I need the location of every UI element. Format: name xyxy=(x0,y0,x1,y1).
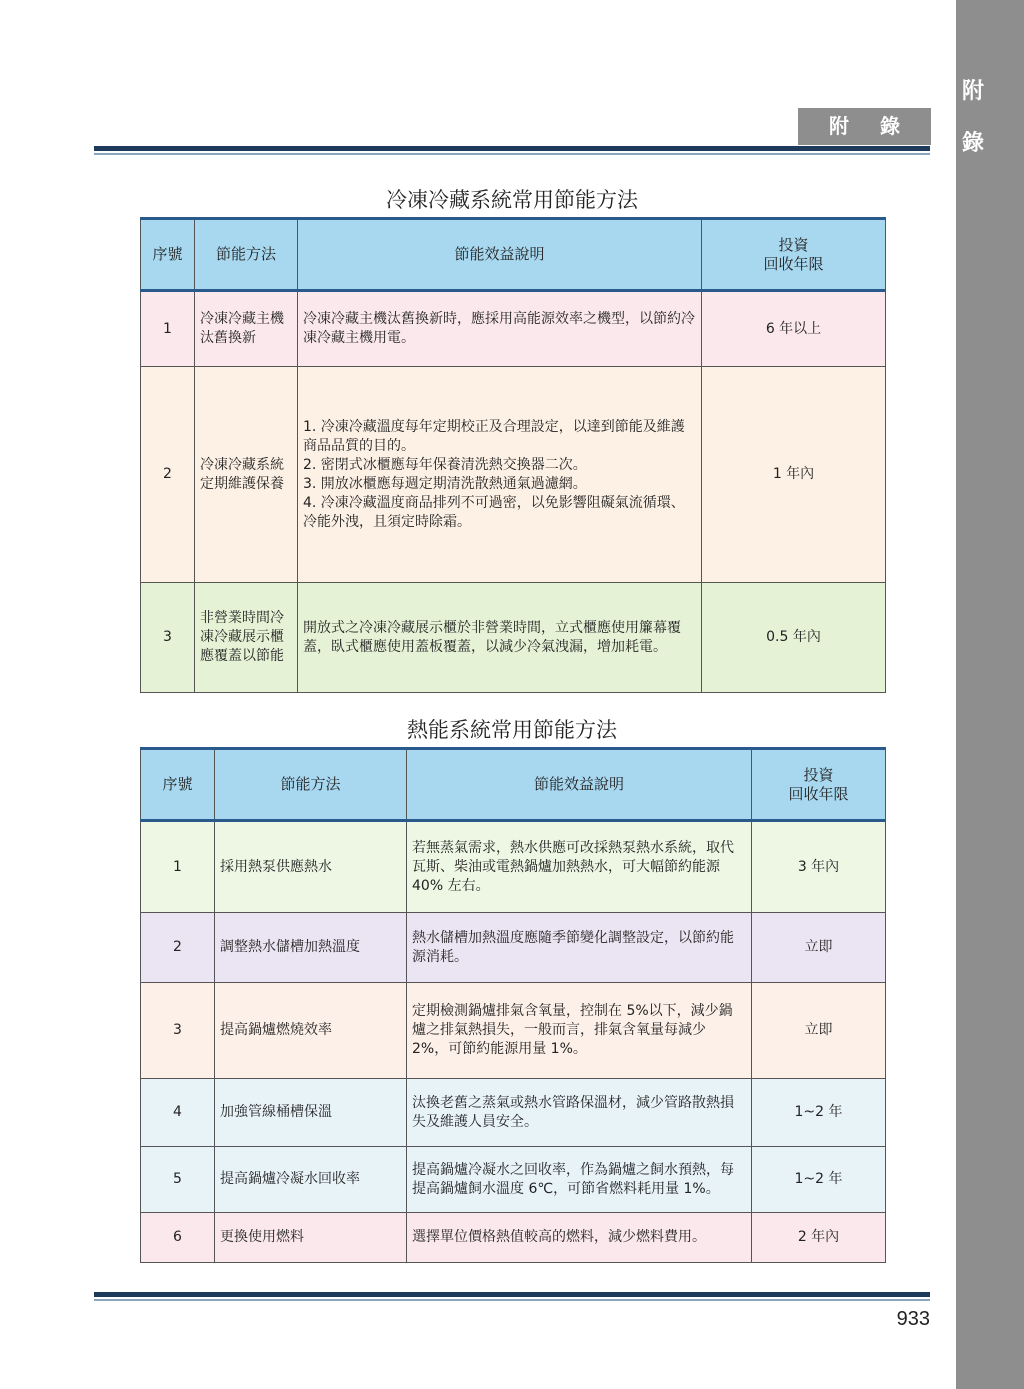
row-description xyxy=(298,367,702,583)
row-number: 4 xyxy=(141,1079,215,1147)
row-number: 5 xyxy=(141,1147,215,1213)
row-method: 冷凍冷藏系統定期維護保養 xyxy=(195,367,298,583)
table-row xyxy=(141,913,886,983)
description-line: 定期檢測鍋爐排氣含氧量，控制在 5%以下，減少鍋爐之排氣熱損失，一般而言，排氣含氧量每減少 2%，可節約能源用量 1%。 xyxy=(412,1003,733,1057)
header-payback: 投資 回收年限 xyxy=(702,219,886,291)
description-line: 提高鍋爐冷凝水之回收率，作為鍋爐之飼水預熱，每提高鍋爐飼水溫度 6℃，可節省燃料耗用量 1%。 xyxy=(412,1161,734,1197)
row-payback: 0.5 年內 xyxy=(702,583,886,693)
table-row xyxy=(141,583,886,693)
row-payback: 1 年內 xyxy=(702,367,886,583)
table-header-row xyxy=(141,219,886,291)
row-payback: 1~2 年 xyxy=(752,1079,886,1147)
description-line: 4. 冷凍冷藏溫度商品排列不可過密，以免影響阻礙氣流循環、冷能外洩，且須定時除霜。 xyxy=(303,494,685,530)
table-row xyxy=(141,1213,886,1263)
row-description xyxy=(407,1079,752,1147)
refrigeration-table xyxy=(140,217,886,693)
table-row xyxy=(141,291,886,367)
row-description xyxy=(407,821,752,913)
header-desc: 節能效益說明 xyxy=(298,219,702,291)
row-method: 採用熱泵供應熱水 xyxy=(215,821,407,913)
description-line: 熱水儲槽加熱溫度應隨季節變化調整設定，以節約能源消耗。 xyxy=(412,929,734,965)
row-description xyxy=(298,291,702,367)
row-payback: 1~2 年 xyxy=(752,1147,886,1213)
row-payback: 立即 xyxy=(752,913,886,983)
header-desc: 節能效益說明 xyxy=(407,749,752,821)
row-number: 1 xyxy=(141,291,195,367)
header-method: 節能方法 xyxy=(195,219,298,291)
row-number: 6 xyxy=(141,1213,215,1263)
row-method: 冷凍冷藏主機汰舊換新 xyxy=(195,291,298,367)
description-line: 開放式之冷凍冷藏展示櫃於非營業時間，立式櫃應使用簾幕覆蓋，臥式櫃應使用蓋板覆蓋，以減少冷氣洩漏，增加耗電。 xyxy=(303,619,681,655)
header-method: 節能方法 xyxy=(215,749,407,821)
row-number: 2 xyxy=(141,367,195,583)
row-method: 更換使用燃料 xyxy=(215,1213,407,1263)
row-description xyxy=(407,1213,752,1263)
description-line: 選擇單位價格熱值較高的燃料，減少燃料費用。 xyxy=(412,1229,706,1245)
row-method: 調整熱水儲槽加熱溫度 xyxy=(215,913,407,983)
header-num: 序號 xyxy=(141,219,195,291)
description-line: 3. 開放冰櫃應每週定期清洗散熱通氣過濾網。 xyxy=(303,475,587,492)
row-method: 非營業時間冷凍冷藏展示櫃應覆蓋以節能 xyxy=(195,583,298,693)
row-method: 提高鍋爐燃燒效率 xyxy=(215,983,407,1079)
row-number: 3 xyxy=(141,583,195,693)
thermal-table xyxy=(140,747,886,1263)
table-header-row xyxy=(141,749,886,821)
row-payback: 3 年內 xyxy=(752,821,886,913)
table-row xyxy=(141,367,886,583)
footer-rule xyxy=(94,1292,930,1301)
table-row xyxy=(141,821,886,913)
section-header-label: 附 錄 xyxy=(798,108,931,145)
page-number: 933 xyxy=(896,1308,930,1330)
row-description xyxy=(407,983,752,1079)
row-number: 1 xyxy=(141,821,215,913)
description-line: 冷凍冷藏主機汰舊換新時，應採用高能源效率之機型，以節約冷凍冷藏主機用電。 xyxy=(303,311,695,346)
description-line: 1. 冷凍冷藏溫度每年定期校正及合理設定，以達到節能及維護商品品質的目的。 xyxy=(303,418,685,454)
row-payback: 6 年以上 xyxy=(702,291,886,367)
row-payback: 立即 xyxy=(752,983,886,1079)
row-number: 3 xyxy=(141,983,215,1079)
description-line: 若無蒸氣需求，熱水供應可改採熱泵熱水系統，取代瓦斯、柴油或電熱鍋爐加熱熱水，可大幅節約能源 40% 左右。 xyxy=(412,839,734,894)
table-row xyxy=(141,1147,886,1213)
row-description xyxy=(407,1147,752,1213)
description-line: 2. 密閉式冰櫃應每年保養清洗熱交換器二次。 xyxy=(303,456,587,473)
table2-title: 熱能系統常用節能方法 xyxy=(407,718,617,742)
row-method: 加強管線桶槽保溫 xyxy=(215,1079,407,1147)
row-description xyxy=(407,913,752,983)
table-row xyxy=(141,983,886,1079)
header-rule xyxy=(94,146,930,155)
description-line: 汰換老舊之蒸氣或熱水管路保溫材，減少管路散熱損失及維護人員安全。 xyxy=(412,1094,734,1130)
row-payback: 2 年內 xyxy=(752,1213,886,1263)
table1-title: 冷凍冷藏系統常用節能方法 xyxy=(386,188,638,212)
table-row xyxy=(141,1079,886,1147)
side-tab-label: 附錄 xyxy=(961,79,984,156)
row-description xyxy=(298,583,702,693)
header-num: 序號 xyxy=(141,749,215,821)
row-number: 2 xyxy=(141,913,215,983)
row-method: 提高鍋爐冷凝水回收率 xyxy=(215,1147,407,1213)
header-payback: 投資 回收年限 xyxy=(752,749,886,821)
